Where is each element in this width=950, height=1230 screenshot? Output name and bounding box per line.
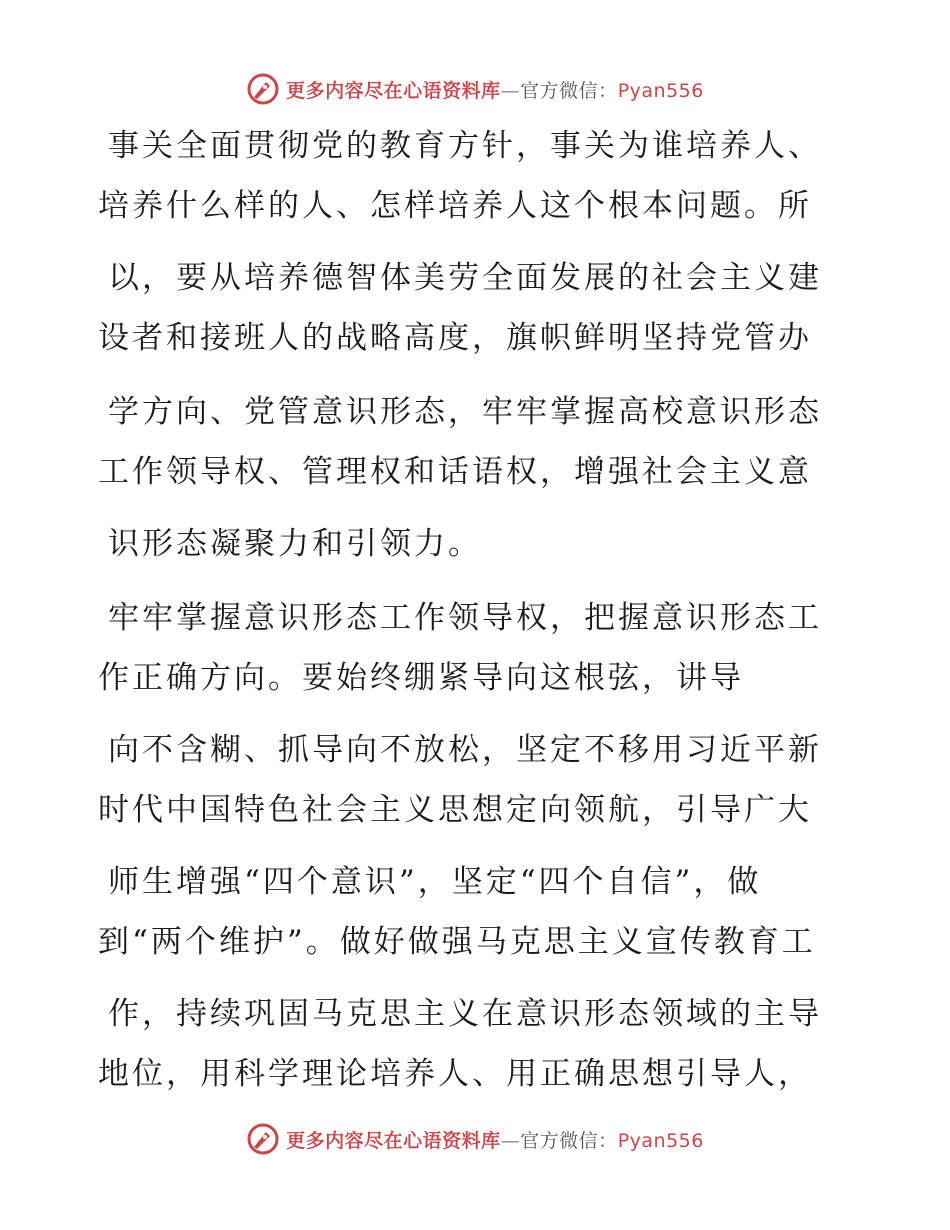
body-line: 学方向、党管意识形态，牢牢掌握高校意识形态: [108, 394, 822, 430]
body-line: 事关全面贯彻党的教育方针，事关为谁培养人、: [108, 128, 822, 164]
body-line: 识形态凝聚力和引领力。: [108, 526, 482, 562]
header-banner: [0, 72, 950, 106]
banner-wechat-id: Pyan556: [617, 79, 704, 102]
body-line: 地位，用科学理论培养人、用正确思想引导人，: [98, 1056, 812, 1092]
pen-nib-logo-icon: [246, 72, 280, 106]
banner-text: [286, 76, 704, 103]
body-line: 设者和接班人的战略高度，旗帜鲜明坚持党管办: [98, 320, 812, 356]
pen-nib-logo-icon: [246, 1122, 280, 1156]
body-line: 作正确方向。要始终绷紧导向这根弦，讲导: [98, 660, 744, 696]
banner-text: [286, 1126, 704, 1153]
body-line: 师生增强“四个意识”，坚定“四个自信”，做: [108, 864, 762, 900]
banner-official: 官方微信：: [520, 1129, 618, 1152]
body-line: 培养什么样的人、怎样培养人这个根本问题。所: [98, 188, 812, 224]
body-line: 牢牢掌握意识形态工作领导权，把握意识形态工: [108, 600, 822, 636]
banner-brand: 更多内容尽在心语资料库: [286, 1129, 501, 1152]
footer-banner: [0, 1122, 950, 1156]
banner-dash: —: [500, 1129, 521, 1152]
body-line: 到“两个维护”。做好做强马克思主义宣传教育工: [98, 924, 816, 960]
body-line: 向不含糊、抓导向不放松，坚定不移用习近平新: [108, 732, 822, 768]
body-line: 作，持续巩固马克思主义在意识形态领域的主导: [108, 996, 822, 1032]
banner-wechat-id: Pyan556: [617, 1129, 704, 1152]
banner-dash: —: [500, 79, 521, 102]
body-line: 时代中国特色社会主义思想定向领航，引导广大: [98, 792, 812, 828]
body-line: 以，要从培养德智体美劳全面发展的社会主义建: [108, 260, 822, 296]
banner-brand: 更多内容尽在心语资料库: [286, 79, 501, 102]
body-line: 工作领导权、管理权和话语权，增强社会主义意: [98, 454, 812, 490]
banner-official: 官方微信：: [520, 79, 618, 102]
